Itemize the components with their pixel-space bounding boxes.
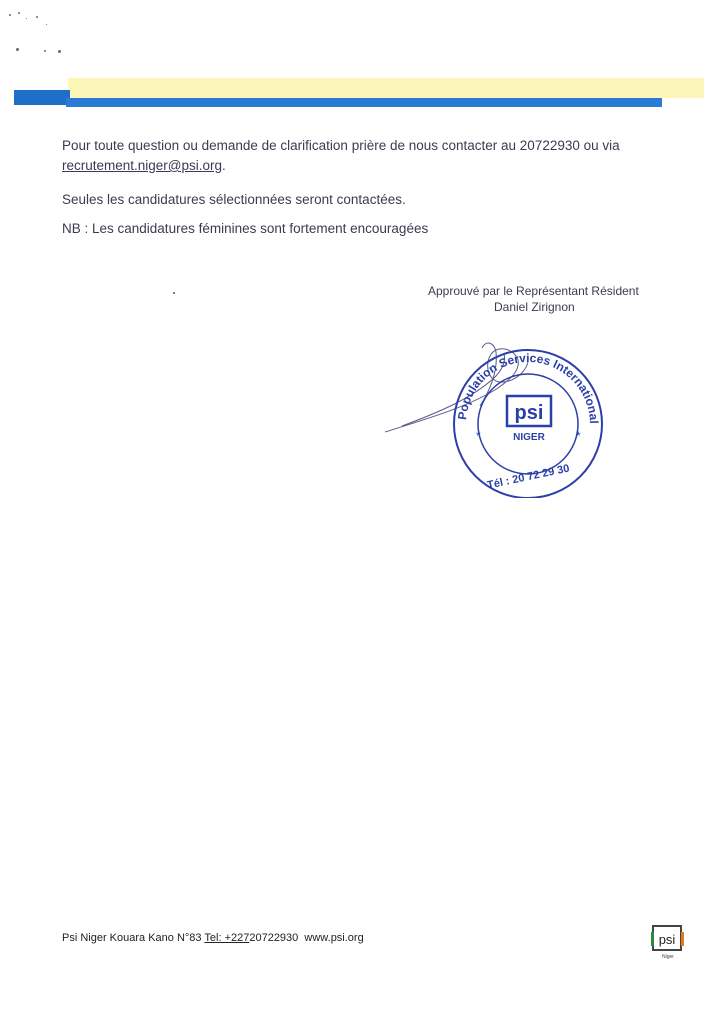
stray-dot <box>173 292 175 294</box>
footer-logo-sub: Niger <box>662 954 674 960</box>
footer-website: www.psi.org <box>298 932 364 944</box>
selection-notice: Seules les candidatures sélectionnées seront contactées. <box>62 192 406 207</box>
stamp-country: NIGER <box>513 432 545 443</box>
stamp-seal <box>454 350 602 498</box>
footer-tel-label: Tel: +227 <box>204 932 250 944</box>
contact-text: Pour toute question ou demande de clarification prière de nous contacter au 20722930 ou via <box>62 138 620 153</box>
footer-address-text: Psi Niger Kouara Kano N°83 <box>62 932 205 944</box>
approval-title: Approuvé par le Représentant Résident <box>428 284 639 298</box>
svg-text:*: * <box>576 429 581 443</box>
approval-block <box>428 283 668 315</box>
recruitment-email-link[interactable]: recrutement.niger@psi.org <box>62 158 223 173</box>
stamp-ring-text: Population Services International <box>455 350 602 424</box>
contact-period: . <box>222 158 226 173</box>
stamp-phone: Tél : 20 72 29 30 <box>486 462 571 492</box>
psi-footer-logo <box>650 922 686 962</box>
official-stamp <box>380 328 660 498</box>
svg-text:*: * <box>476 429 481 443</box>
header-highlight-band <box>68 78 704 98</box>
header-blue-rule <box>66 98 662 107</box>
women-encouraged-note: NB : Les candidatures féminines sont fortement encouragées <box>62 221 429 236</box>
approver-name: Daniel Zirignon <box>494 300 575 314</box>
header-blue-block <box>14 90 70 105</box>
footer-logo-brand: psi <box>658 932 676 947</box>
footer-address <box>62 932 364 944</box>
contact-paragraph <box>62 136 682 176</box>
stamp-brand: psi <box>514 402 544 424</box>
footer-tel-number: 20722930 <box>249 932 299 944</box>
